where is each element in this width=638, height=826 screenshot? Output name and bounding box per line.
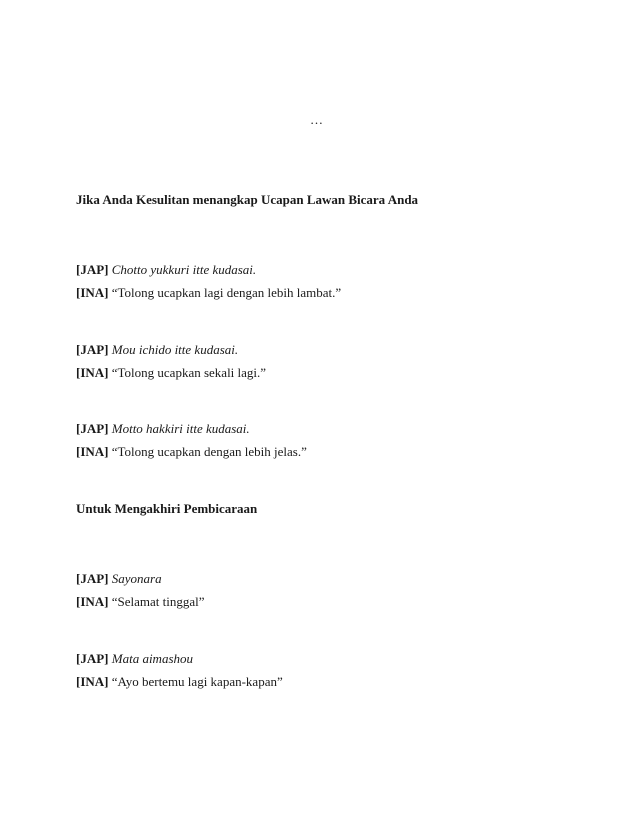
ellipsis-marker: … (310, 112, 324, 127)
ina-line (76, 285, 341, 301)
jap-tag: [JAP] (76, 421, 109, 436)
ina-line (76, 594, 205, 610)
ina-tag: [INA] (76, 444, 109, 459)
ina-line (76, 365, 266, 381)
section-heading-difficulty: Jika Anda Kesulitan menangkap Ucapan Lawan Bicara Anda (76, 192, 419, 207)
jap-phrase: Mou ichido itte kudasai. (111, 342, 239, 357)
jap-tag: [JAP] (76, 262, 109, 277)
ina-line (76, 674, 283, 690)
jap-tag: [JAP] (76, 571, 109, 586)
jap-phrase: Mata aimashou (111, 651, 193, 666)
ina-tag: [INA] (76, 285, 109, 300)
jap-phrase: Chotto yukkuri itte kudasai. (111, 262, 257, 277)
ina-tag: [INA] (76, 365, 109, 380)
jap-phrase: Motto hakkiri itte kudasai. (111, 421, 250, 436)
ina-translation: “Selamat tinggal” (111, 594, 205, 609)
section-heading-ending: Untuk Mengakhiri Pembicaraan (76, 501, 258, 516)
ina-tag: [INA] (76, 674, 109, 689)
jap-tag: [JAP] (76, 651, 109, 666)
ina-translation: “Tolong ucapkan dengan lebih jelas.” (111, 444, 307, 459)
ina-tag: [INA] (76, 594, 109, 609)
jap-line (76, 651, 193, 667)
jap-tag: [JAP] (76, 342, 109, 357)
ina-translation: “Tolong ucapkan sekali lagi.” (111, 365, 267, 380)
jap-phrase: Sayonara (111, 571, 162, 586)
jap-line (76, 421, 250, 437)
jap-line (76, 342, 238, 358)
ina-line (76, 444, 307, 460)
ina-translation: “Ayo bertemu lagi kapan-kapan” (111, 674, 283, 689)
ina-translation: “Tolong ucapkan lagi dengan lebih lambat.” (111, 285, 342, 300)
jap-line (76, 262, 256, 278)
jap-line (76, 571, 162, 587)
